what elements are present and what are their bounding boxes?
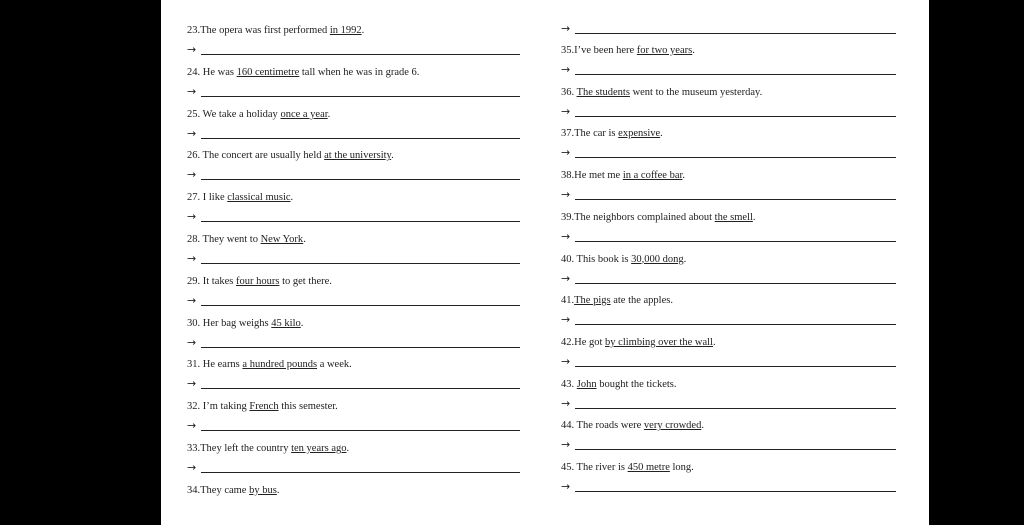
answer-blank[interactable]	[201, 430, 520, 431]
answer-line[interactable]	[187, 292, 520, 312]
question-text: .	[712, 336, 716, 348]
answer-line[interactable]	[187, 125, 520, 145]
answer-blank[interactable]	[201, 388, 520, 389]
question-item	[187, 63, 419, 83]
question-number: 45.	[561, 462, 575, 473]
answer-line[interactable]	[561, 478, 896, 498]
question-text: The roads were	[574, 420, 644, 432]
question-number: 28.	[187, 234, 201, 245]
question-text: .	[290, 192, 294, 204]
question-text: went to the museum yesterday.	[629, 86, 763, 98]
question-number: 24.	[187, 66, 201, 78]
question-item	[187, 105, 330, 125]
answer-line[interactable]	[561, 311, 896, 331]
question-text: ate the apples.	[610, 295, 673, 307]
arrow-right-icon: →	[561, 396, 571, 410]
question-text: They came	[200, 484, 250, 496]
question-text: He got	[574, 336, 606, 348]
arrow-right-icon: →	[187, 252, 197, 265]
answer-line[interactable]	[187, 83, 520, 103]
underlined-phrase: four hours	[236, 275, 280, 287]
underlined-phrase: in a coffee bar	[622, 170, 683, 182]
underlined-phrase: John	[576, 378, 597, 390]
answer-line[interactable]	[187, 41, 520, 61]
answer-line[interactable]	[561, 144, 896, 164]
question-text: .	[701, 420, 704, 432]
answer-line[interactable]	[187, 459, 520, 479]
question-text: .	[346, 443, 350, 454]
underlined-phrase: a hundred pounds	[242, 359, 318, 371]
question-text: The opera was first performed	[200, 25, 330, 36]
answer-line[interactable]	[187, 166, 520, 186]
underlined-phrase: The pigs	[574, 295, 611, 307]
question-item	[187, 21, 364, 41]
underlined-phrase: 160 centimetre	[236, 66, 300, 78]
answer-line[interactable]	[187, 250, 520, 270]
answer-blank[interactable]	[201, 138, 520, 139]
answer-blank[interactable]	[575, 33, 896, 34]
arrow-right-icon: →	[187, 335, 197, 349]
answer-line[interactable]	[561, 186, 896, 206]
arrow-right-icon: →	[561, 313, 571, 327]
answer-blank[interactable]	[575, 408, 896, 409]
question-item	[561, 124, 663, 144]
answer-line[interactable]	[561, 228, 896, 248]
underlined-phrase: in 1992	[329, 25, 362, 36]
underlined-phrase: once a year	[280, 108, 328, 120]
question-text: He met me	[574, 170, 623, 182]
answer-line[interactable]	[187, 417, 520, 437]
arrow-right-icon: →	[187, 377, 197, 391]
underlined-phrase: by climbing over the wall	[605, 336, 713, 348]
question-item	[561, 291, 673, 311]
question-text: They went to	[200, 234, 261, 245]
answer-blank[interactable]	[575, 366, 896, 367]
question-number: 44.	[561, 420, 575, 432]
question-number: 33.	[187, 443, 201, 454]
underlined-phrase: 30,000 dong	[631, 253, 684, 265]
question-text: long.	[669, 462, 694, 473]
question-text: bought the tickets.	[596, 378, 677, 390]
question-text: this semester.	[278, 401, 338, 413]
question-text: a week.	[317, 359, 352, 371]
question-item	[561, 250, 686, 270]
question-item	[187, 188, 293, 208]
underlined-phrase: expensive	[618, 128, 661, 140]
question-number: 23.	[187, 25, 201, 36]
question-text: I like	[200, 192, 228, 204]
question-item	[187, 355, 352, 375]
question-item	[561, 166, 685, 186]
underlined-phrase: very crowded	[643, 420, 702, 432]
arrow-right-icon: →	[187, 43, 197, 56]
arrow-right-icon: →	[187, 84, 197, 98]
question-text: .	[752, 211, 756, 223]
answer-blank[interactable]	[201, 179, 520, 180]
question-text: .	[683, 253, 687, 265]
question-item	[187, 272, 332, 292]
answer-blank[interactable]	[575, 283, 896, 284]
answer-blank[interactable]	[201, 221, 520, 222]
underlined-phrase: for two years	[636, 45, 693, 56]
answer-line[interactable]	[561, 61, 896, 81]
question-number: 26.	[187, 150, 201, 162]
question-item	[187, 439, 349, 459]
answer-blank[interactable]	[575, 491, 896, 492]
underlined-phrase: New York	[260, 234, 304, 245]
question-item	[561, 333, 716, 353]
question-text: It takes	[200, 275, 236, 287]
question-number: 27.	[187, 192, 201, 204]
underlined-phrase: The students	[576, 86, 630, 98]
question-text: I’ve been here	[574, 45, 637, 56]
answer-line[interactable]	[561, 353, 896, 373]
arrow-right-icon: →	[561, 480, 571, 493]
answer-line[interactable]	[561, 103, 896, 123]
question-text: We take a holiday	[200, 108, 281, 120]
question-text: He earns	[200, 359, 243, 371]
answer-blank[interactable]	[201, 54, 520, 55]
arrow-right-icon: →	[187, 293, 197, 307]
question-text: The concert are usually held	[200, 150, 325, 162]
arrow-right-icon: →	[561, 146, 571, 160]
question-text: .	[303, 234, 306, 245]
question-number: 31.	[187, 359, 201, 371]
question-text: He was	[200, 66, 237, 78]
question-number: 38.	[561, 170, 575, 182]
question-text: This book is	[574, 253, 632, 265]
question-text: The neighbors complained about	[574, 211, 715, 223]
answer-blank[interactable]	[575, 157, 896, 158]
question-number: 40.	[561, 253, 575, 265]
question-text: The car is	[574, 128, 619, 140]
worksheet-page	[161, 0, 929, 525]
question-number: 29.	[187, 275, 201, 287]
question-text: I’m taking	[200, 401, 250, 413]
arrow-right-icon: →	[561, 438, 571, 452]
answer-blank[interactable]	[575, 324, 896, 325]
question-text: .	[300, 317, 304, 329]
answer-blank[interactable]	[201, 347, 520, 348]
arrow-right-icon: →	[561, 63, 571, 76]
arrow-right-icon: →	[187, 126, 197, 140]
answer-blank[interactable]	[575, 449, 896, 450]
answer-line[interactable]	[561, 395, 896, 415]
underlined-phrase: ten years ago	[291, 443, 347, 454]
answer-blank[interactable]	[575, 199, 896, 200]
answer-blank[interactable]	[201, 305, 520, 306]
question-item	[561, 41, 695, 61]
question-number: 39.	[561, 211, 575, 223]
question-number: 43.	[561, 378, 575, 390]
question-item	[561, 83, 762, 103]
question-text: Her bag weighs	[200, 317, 272, 329]
arrow-right-icon: →	[561, 104, 571, 118]
answer-line[interactable]	[561, 20, 896, 40]
question-item	[561, 416, 704, 436]
arrow-right-icon: →	[561, 22, 571, 35]
arrow-right-icon: →	[187, 210, 197, 224]
underlined-phrase: at the university	[324, 150, 392, 162]
underlined-phrase: 450 metre	[627, 462, 670, 473]
question-item	[187, 481, 279, 501]
question-text: .	[327, 108, 331, 120]
question-number: 35.	[561, 45, 575, 56]
question-text: .	[682, 170, 686, 182]
underlined-phrase: 45 kilo	[271, 317, 301, 329]
question-number: 36.	[561, 86, 575, 98]
underlined-phrase: classical music	[227, 192, 291, 204]
arrow-right-icon: →	[187, 419, 197, 433]
question-item	[187, 397, 338, 417]
question-text: .	[361, 25, 365, 36]
arrow-right-icon: →	[561, 229, 571, 243]
underlined-phrase: by bus	[249, 484, 277, 496]
answer-blank[interactable]	[575, 241, 896, 242]
question-number: 32.	[187, 401, 201, 413]
question-text: to get there.	[279, 275, 332, 287]
question-item	[561, 375, 677, 395]
question-number: 41.	[561, 295, 575, 307]
question-item	[561, 458, 694, 478]
answer-line[interactable]	[187, 334, 520, 354]
question-text: .	[391, 150, 394, 162]
question-number: 30.	[187, 317, 201, 329]
question-text: The river is	[574, 462, 628, 473]
question-item	[187, 314, 303, 334]
question-number: 25.	[187, 108, 201, 120]
question-item	[187, 230, 306, 250]
arrow-right-icon: →	[561, 188, 571, 202]
underlined-phrase: French	[249, 401, 279, 413]
answer-blank[interactable]	[201, 472, 520, 473]
question-item	[561, 208, 756, 228]
question-number: 34.	[187, 484, 201, 496]
answer-line[interactable]	[561, 270, 896, 290]
arrow-right-icon: →	[561, 271, 571, 285]
question-text: .	[276, 484, 280, 496]
answer-blank[interactable]	[201, 263, 520, 264]
answer-blank[interactable]	[201, 96, 520, 97]
question-item	[187, 146, 394, 166]
answer-line[interactable]	[187, 375, 520, 395]
question-text: .	[660, 128, 663, 140]
answer-blank[interactable]	[575, 116, 896, 117]
arrow-right-icon: →	[187, 461, 197, 474]
answer-blank[interactable]	[575, 74, 896, 75]
question-number: 37.	[561, 128, 575, 140]
question-number: 42.	[561, 336, 575, 348]
answer-line[interactable]	[561, 436, 896, 456]
question-text: They left the country	[200, 443, 292, 454]
arrow-right-icon: →	[187, 168, 197, 182]
question-text: .	[692, 45, 695, 56]
answer-line[interactable]	[187, 208, 520, 228]
underlined-phrase: the smell	[714, 211, 753, 223]
arrow-right-icon: →	[561, 354, 571, 368]
question-text: tall when he was in grade 6.	[299, 66, 420, 78]
